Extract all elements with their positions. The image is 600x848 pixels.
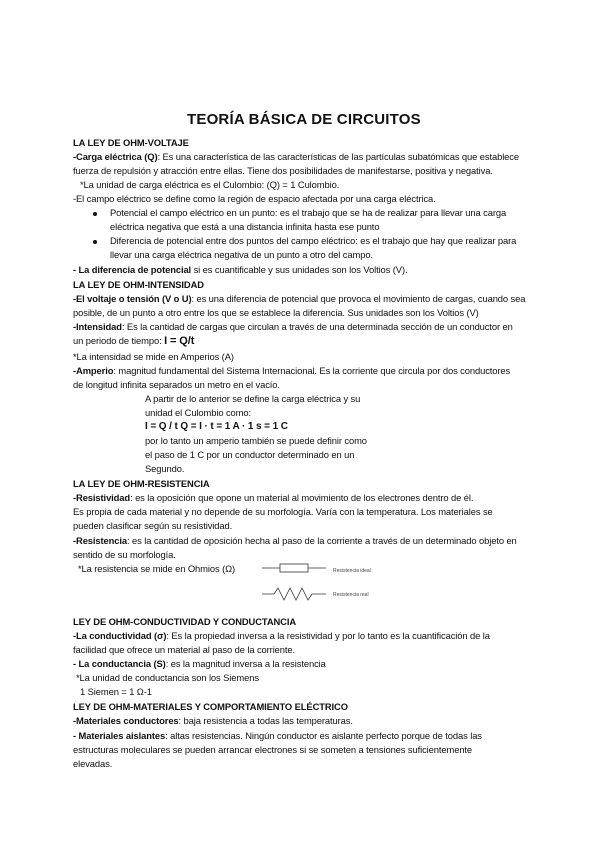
bullet1-line-2: eléctrica negativa que está a una distancia infinita hasta ese punto — [110, 221, 380, 232]
resistividad-term: -Resistividad — [73, 492, 131, 503]
section-heading-voltaje: LA LEY DE OHM-VOLTAJE — [73, 137, 189, 148]
campo-line: -El campo eléctrico se define como la región de espacio afectada por una carga eléctrica. — [73, 193, 436, 204]
section-heading-intensidad: LA LEY DE OHM-INTENSIDAD — [73, 279, 204, 290]
bullet2-line-2: llevar una carga eléctrica negativa de un punto a otro del campo. — [110, 249, 373, 260]
conductancia-line — [73, 658, 326, 670]
intensidad-formula: I = Q/t — [164, 335, 195, 347]
conductividad-line-2: facilidad que ofrece un material al paso de la corriente. — [73, 644, 296, 655]
section-heading-resistencia: LA LEY DE OHM-RESISTENCIA — [73, 478, 210, 489]
bullet1-line-1: Potencial el campo eléctrico en un punto: es el trabajo que se ha de realizar para llevar una carga — [110, 207, 507, 218]
amperio-text: : magnitud fundamental del Sistema Internacional. Es la corriente que circula por dos conductores — [113, 365, 511, 376]
culombio-formula: I = Q / t Q = I · t = 1 A · 1 s = 1 C — [145, 421, 288, 432]
aislantes-text: : altas resistencias. Ningún conductor es aislante perfecto porque de todas las — [165, 730, 482, 741]
page-title: TEORÍA BÁSICA DE CIRCUITOS — [187, 111, 421, 128]
diferencia-term: - La diferencia de potencial — [73, 264, 192, 275]
carga-line-1 — [73, 151, 519, 163]
conductores-line — [73, 715, 353, 727]
voltaje-line-2: posible, de un punto a otro entre los que se establece la diferencia. Sus unidades son los Voltios (V) — [73, 307, 479, 318]
bullet-icon — [93, 212, 97, 216]
voltaje-text: : es una diferencia de potencial que provoca el movimiento de cargas, cuando sea — [191, 293, 526, 304]
intensidad-text: : Es la cantidad de cargas que circulan a través de una determinada sección de un conductor en — [121, 321, 513, 332]
amperio-line-1 — [73, 365, 510, 377]
intensidad-term: -Intensidad — [73, 321, 122, 332]
amperio-line-2: de longitud infinita separados un metro en el vacío. — [73, 379, 280, 390]
indented-line-4: el paso de 1 C por un conductor determinado en un — [145, 449, 355, 460]
conductancia-note: *La unidad de conductancia son los Siemens — [76, 672, 259, 683]
conductividad-text: : Es la propiedad inversa a la resistividad y por lo tanto es la cuantificación de la — [166, 630, 490, 641]
indented-line-5: Segundo. — [145, 463, 185, 474]
voltaje-line-1 — [73, 293, 525, 305]
resistencia-term: -Resistencia — [73, 535, 128, 546]
carga-term: -Carga eléctrica (Q) — [73, 151, 158, 162]
carga-text: : Es una característica de las características de las partículas subatómicas que establece — [157, 151, 519, 162]
indented-line-1: A partir de lo anterior se define la carga eléctrica y su — [145, 393, 361, 404]
intensidad-note: *La intensidad se mide en Amperios (A) — [73, 351, 234, 362]
aislantes-line-3: elevadas. — [73, 758, 113, 769]
indented-line-2: unidad el Culombio como: — [145, 407, 251, 418]
resistividad-line-2: Es propia de cada material y no depende de su morfología. Varía con la temperatura. Los materiales se — [73, 506, 493, 517]
resistencia-real-label: Resistencia real — [333, 592, 369, 598]
resistividad-line-3: pueden clasificar según su resistividad. — [73, 520, 233, 531]
real-resistor-icon — [262, 588, 326, 600]
diferencia-text: si es cuantificable y sus unidades son los Voltios (V). — [191, 264, 408, 275]
amperio-term: -Amperio — [73, 365, 114, 376]
aislantes-line-2: estructuras moleculares se pueden arrancar electrones si se someten a tensiones suficientemente — [73, 744, 473, 755]
siemen-equation: 1 Siemen = 1 Ω-1 — [80, 686, 152, 697]
resistor-diagram — [262, 560, 332, 605]
carga-note: *La unidad de carga eléctrica es el Culombio: (Q) = 1 Culombio. — [80, 179, 340, 190]
bullet2-line-1: Diferencia de potencial entre dos puntos del campo eléctrico: es el trabajo que hay que realizar para — [110, 235, 517, 246]
conductividad-term: -La conductividad (σ) — [73, 630, 167, 641]
aislantes-line-1 — [73, 730, 482, 742]
intensidad-line-2 — [73, 335, 194, 347]
resistencia-note: *La resistencia se mide en Ohmios (Ω) — [78, 563, 236, 574]
conductores-text: : baja resistencia a todas las temperaturas. — [178, 715, 353, 726]
conductancia-text: : es la magnitud inversa a la resistencia — [165, 658, 326, 669]
diferencia-line — [73, 264, 407, 276]
conductividad-line-1 — [73, 630, 490, 642]
bullet-icon — [93, 240, 97, 244]
aislantes-term: - Materiales aislantes — [73, 730, 166, 741]
voltaje-term: -El voltaje o tensión (V o U) — [73, 293, 192, 304]
resistencia-ideal-label: Resistencia ideal — [333, 568, 371, 574]
intensidad-text-2: un periodo de tiempo: — [73, 335, 165, 346]
ideal-resistor-icon — [262, 564, 326, 572]
conductores-term: -Materiales conductores — [73, 715, 179, 726]
carga-line-2: fuerza de repulsión y atracción entre ellas. Tiene dos posibilidades de manifestarse, positiva y negativa. — [73, 165, 493, 176]
resistividad-text: : es la oposición que opone un material al movimiento de los electrones dentro de él. — [130, 492, 474, 503]
intensidad-line-1 — [73, 321, 513, 333]
resistencia-line-1 — [73, 535, 517, 547]
conductancia-term: - La conductancia (S) — [73, 658, 166, 669]
section-heading-conductividad: LEY DE OHM-CONDUCTIVIDAD Y CONDUCTANCIA — [73, 616, 297, 627]
resistividad-line-1 — [73, 492, 473, 504]
section-heading-materiales: LEY DE OHM-MATERIALES Y COMPORTAMIENTO ELÉCTRICO — [73, 701, 348, 712]
indented-line-3: por lo tanto un amperio también se puede definir como — [145, 435, 367, 446]
resistencia-text: : es la cantidad de oposición hecha al paso de la corriente a través de un determinado objeto en — [127, 535, 517, 546]
resistencia-line-2: sentido de su morfología. — [73, 549, 176, 560]
